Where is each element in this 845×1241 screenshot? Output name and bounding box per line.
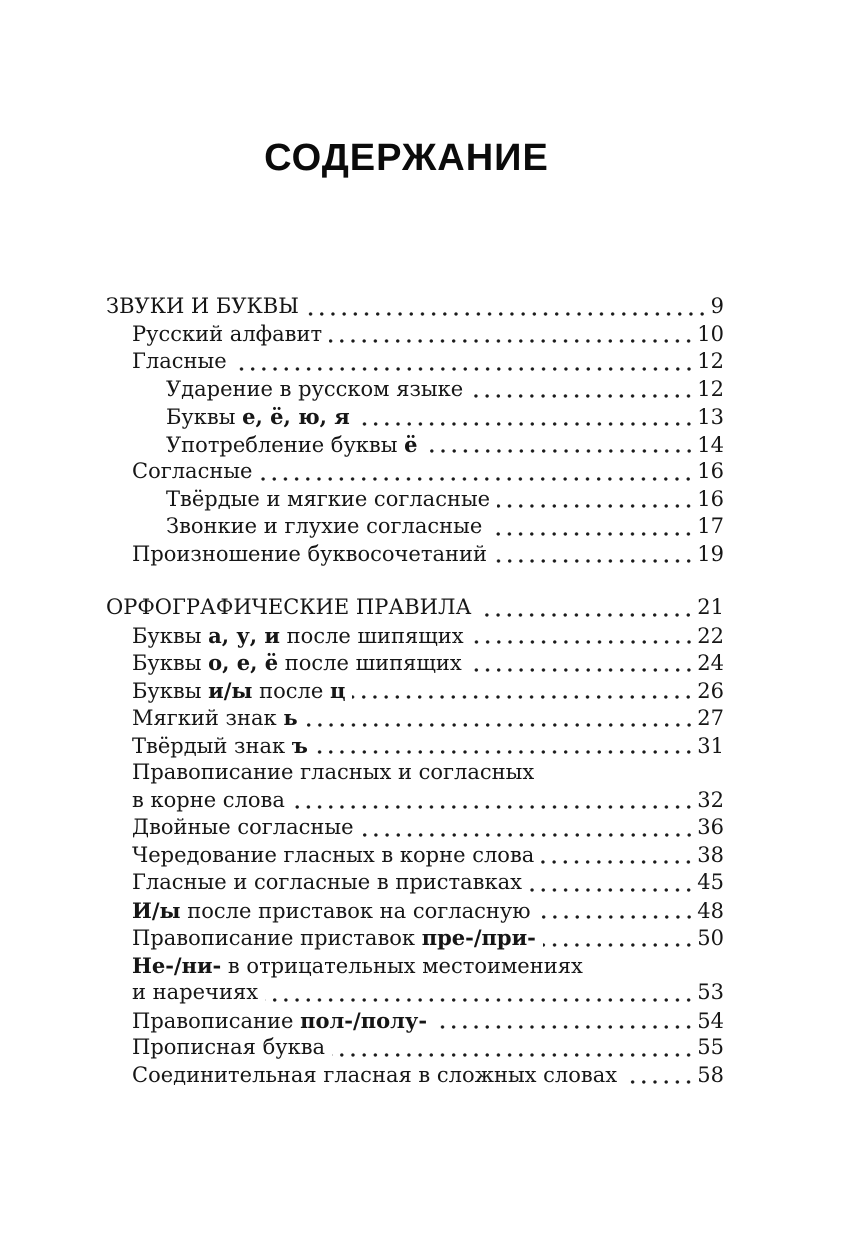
toc-entry <box>106 980 724 1008</box>
dot-leader <box>478 612 696 618</box>
dot-leader <box>265 997 696 1003</box>
toc-page-number: 19 <box>697 541 724 566</box>
toc-entry-label: ОРФОГРАФИЧЕСКИЕ ПРАВИЛА <box>106 595 472 619</box>
dot-leader <box>469 667 697 673</box>
toc-page-number: 24 <box>697 651 724 675</box>
toc-entry <box>106 760 724 788</box>
toc-section <box>106 595 724 1090</box>
toc-entry-label: Правописание гласных и согласных <box>132 760 535 784</box>
toc-entry-label: Буквы о, е, ё после шипящих <box>132 650 462 675</box>
toc-entry-label: Звонкие и глухие согласные <box>166 514 483 538</box>
toc-entry-label: Твёрдый знак ъ <box>132 732 308 758</box>
toc-page-number: 10 <box>697 321 724 346</box>
dot-leader <box>529 887 696 893</box>
toc-entry <box>106 650 724 678</box>
dot-leader <box>425 448 697 454</box>
toc-page-number: 14 <box>697 432 724 457</box>
toc-entry <box>106 542 724 570</box>
toc-page-number: 12 <box>697 376 724 401</box>
dot-leader <box>259 476 696 482</box>
toc-page-number: 27 <box>697 706 724 730</box>
dot-leader <box>292 804 696 810</box>
toc-entry-label: Ударение в русском языке <box>166 376 464 401</box>
toc-entry <box>106 815 724 843</box>
dot-leader <box>361 832 697 838</box>
toc-page-number: 38 <box>697 842 724 867</box>
toc-page-number: 48 <box>697 898 724 923</box>
toc-page-number: 54 <box>697 1008 724 1033</box>
toc-entry <box>106 1035 724 1063</box>
toc-entry <box>106 843 724 871</box>
dot-leader <box>489 531 696 537</box>
toc-entry <box>106 294 724 322</box>
toc-section <box>106 294 724 569</box>
toc-entry-label: Правописание приставок пре-/при- <box>132 925 536 950</box>
dot-leader <box>352 694 696 700</box>
toc-page-number: 17 <box>697 514 724 538</box>
dot-leader <box>306 311 710 317</box>
toc-entry <box>106 595 724 623</box>
dot-leader <box>357 421 697 427</box>
dot-leader <box>329 338 696 344</box>
toc-entry <box>106 322 724 350</box>
toc-entry <box>106 1008 724 1036</box>
toc-page-number: 36 <box>697 815 724 839</box>
toc-entry <box>106 377 724 405</box>
toc-entry-label: Правописание пол-/полу- <box>132 1007 428 1033</box>
toc-entry-label: и наречиях <box>132 980 259 1004</box>
toc-page-number: 26 <box>697 678 724 703</box>
toc-entry-label: Употребление буквы ё <box>166 431 418 457</box>
toc-entry <box>106 514 724 542</box>
toc-page-number: 16 <box>697 486 724 511</box>
dot-leader <box>332 1052 696 1058</box>
toc-page-number: 21 <box>697 595 724 619</box>
toc-page-number: 31 <box>697 733 724 758</box>
toc-page-number: 55 <box>697 1035 724 1059</box>
toc-entry-label: Мягкий знак ь <box>132 705 298 730</box>
dot-leader <box>434 1024 696 1030</box>
toc-page-number: 16 <box>697 459 724 483</box>
toc-entry <box>106 705 724 733</box>
dot-leader <box>543 942 696 948</box>
dot-leader <box>315 749 696 755</box>
toc-entry-label: Буквы е, ё, ю, я <box>166 404 350 429</box>
toc-entry-label: Произношение буквосочетаний <box>132 541 487 566</box>
toc-entry-label: Буквы а, у, и после шипящих <box>132 622 464 648</box>
toc-entry <box>106 678 724 706</box>
toc-entry <box>106 1063 724 1091</box>
dot-leader <box>470 393 696 399</box>
toc-page-number: 12 <box>697 349 724 373</box>
toc-page-number: 22 <box>697 623 724 648</box>
toc-entry <box>106 459 724 487</box>
toc-entry <box>106 953 724 981</box>
toc-entry <box>106 404 724 432</box>
dot-leader <box>541 859 696 865</box>
toc-entry-label: Гласные <box>132 349 227 373</box>
toc-entry-label: Гласные и согласные в приставках <box>132 870 522 894</box>
toc-entry-label: Русский алфавит <box>132 321 323 346</box>
dot-leader <box>624 1079 696 1085</box>
page-title: СОДЕРЖАНИЕ <box>264 137 549 179</box>
toc-entry-label: в корне слова <box>132 787 285 812</box>
toc-entry-label: Чередование гласных в корне слова <box>132 842 535 867</box>
toc-entry <box>106 487 724 515</box>
toc-entry-label: Буквы и/ы после ц <box>132 677 346 703</box>
dot-leader <box>494 558 696 564</box>
toc-entry-label: Твёрдые и мягкие согласные <box>166 486 491 511</box>
table-of-contents <box>106 294 724 1090</box>
toc-page-number: 58 <box>697 1062 724 1087</box>
toc-entry-label: Двойные согласные <box>132 815 354 839</box>
toc-entry-label: ЗВУКИ И БУКВЫ <box>106 294 299 318</box>
toc-entry <box>106 788 724 816</box>
toc-entry-label: Согласные <box>132 459 253 483</box>
toc-entry <box>106 898 724 926</box>
dot-leader <box>471 639 697 645</box>
toc-entry <box>106 733 724 761</box>
toc-page-number: 45 <box>697 870 724 894</box>
dot-leader <box>305 722 697 728</box>
toc-entry <box>106 925 724 953</box>
toc-entry <box>106 349 724 377</box>
toc-entry-label: Не-/ни- в отрицательных местоимениях <box>132 952 583 978</box>
dot-leader <box>234 366 697 372</box>
toc-entry <box>106 623 724 651</box>
toc-page-number: 50 <box>697 926 724 950</box>
toc-entry <box>106 432 724 460</box>
dot-leader <box>497 503 696 509</box>
toc-entry-label: Соединительная гласная в сложных словах <box>132 1062 618 1087</box>
toc-entry-label: Прописная буква <box>132 1035 326 1059</box>
toc-page-number: 13 <box>697 405 724 429</box>
toc-page-number: 32 <box>697 787 724 812</box>
toc-entry-label: И/ы после приставок на согласную <box>132 897 531 923</box>
toc-page-number: 9 <box>710 294 724 318</box>
dot-leader <box>538 914 697 920</box>
toc-page-number: 53 <box>697 980 724 1004</box>
toc-entry <box>106 870 724 898</box>
